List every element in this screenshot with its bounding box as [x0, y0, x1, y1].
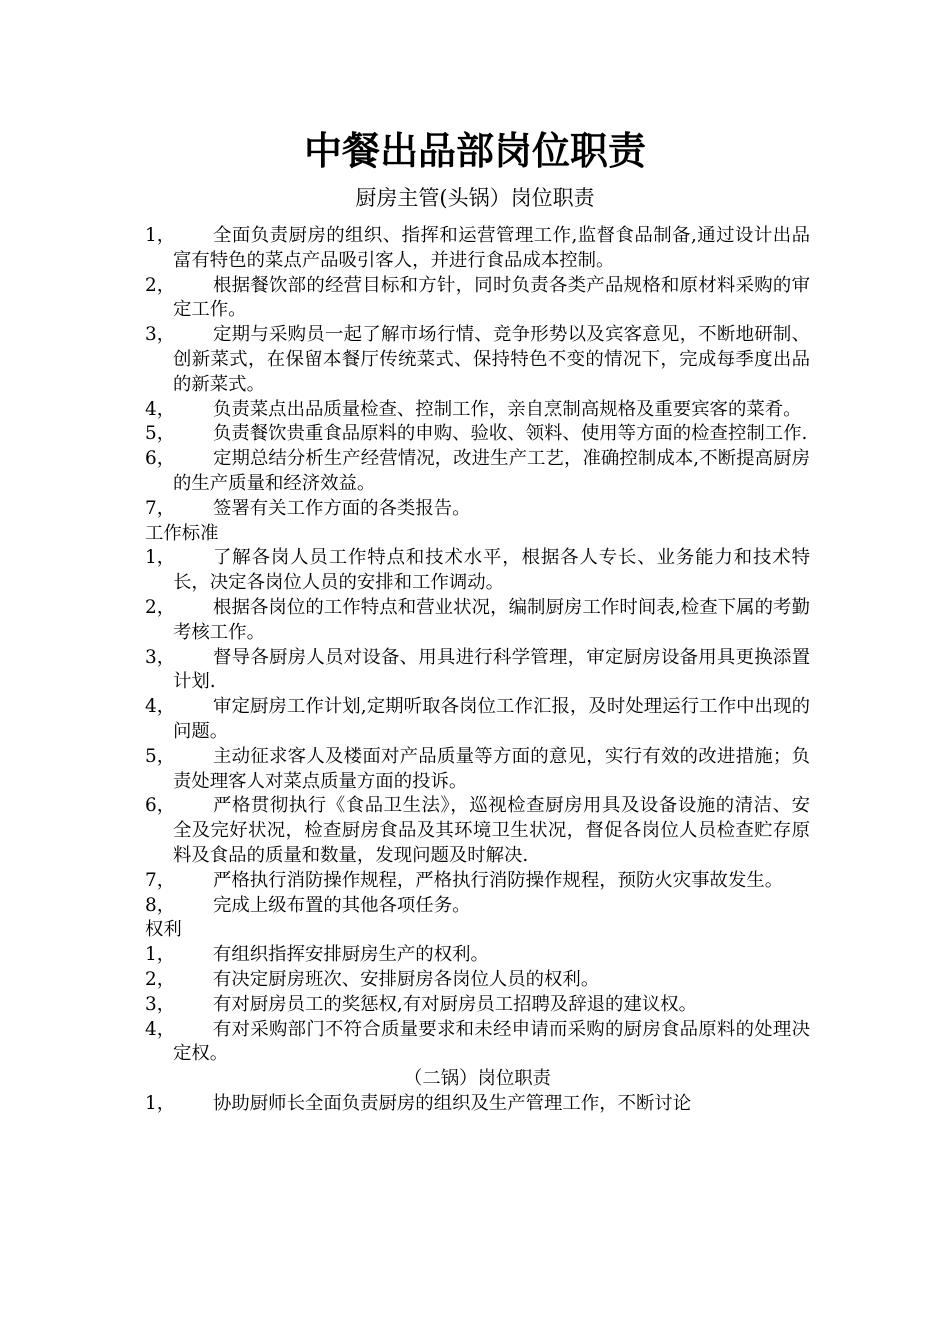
list-item [145, 497, 810, 522]
item-number: 5， [145, 423, 176, 445]
list-item [145, 943, 810, 968]
list-item [145, 447, 810, 497]
item-number: 2， [145, 274, 176, 296]
item-text: 严格贯彻执行《食品卫生法》，巡视检查厨房用具及设备设施的清洁、安全及完好状况，检查厨房食品及其环境卫生状况，督促各岗位人员检查贮存原料及食品的质量和数量，发现问题及时解决. [173, 795, 810, 866]
item-number: 4， [145, 1018, 176, 1040]
list-item [145, 1018, 810, 1068]
item-text: 负责菜点出品质量检查、控制工作，亲自烹制高规格及重要宾客的菜肴。 [213, 398, 802, 420]
list-item [145, 794, 810, 868]
list-item [145, 546, 810, 596]
item-number: 6， [145, 448, 176, 470]
list-item [145, 894, 810, 919]
item-number: 3， [145, 646, 176, 668]
item-text: 负责餐饮贵重食品原料的申购、验收、领料、使用等方面的检查控制工作. [213, 423, 808, 445]
list-item [145, 695, 810, 745]
document-title: 中餐出品部岗位职责 [303, 129, 646, 173]
item-number: 1， [145, 944, 176, 966]
item-number: 3， [145, 993, 176, 1015]
list-item [145, 398, 810, 423]
item-number: 1， [145, 1092, 176, 1114]
second-cook-heading: （二锅）岗位职责 [403, 1068, 552, 1090]
item-number: 4， [145, 696, 176, 718]
list-item [145, 596, 810, 646]
list-item [145, 745, 810, 795]
item-number: 4， [145, 398, 176, 420]
item-text: 了解各岗人员工作特点和技术水平，根据各人专长、业务能力和技术特长，决定各岗位人员的安排和工作调动。 [173, 547, 810, 594]
item-number: 1， [145, 547, 176, 569]
document-subtitle: 厨房主管(头锅）岗位职责 [355, 186, 595, 210]
item-number: 1， [145, 225, 176, 246]
item-text: 有对厨房员工的奖惩权,有对厨房员工招聘及辞退的建议权。 [213, 993, 698, 1015]
item-number: 2， [145, 968, 176, 990]
duties-list [145, 224, 810, 522]
item-number: 7， [145, 497, 176, 519]
item-text: 完成上级布置的其他各项任务。 [213, 894, 471, 916]
list-item [145, 323, 810, 397]
list-item [145, 993, 810, 1018]
item-text: 严格执行消防操作规程，严格执行消防操作规程，预防火灾事故发生。 [213, 869, 784, 891]
list-item [145, 224, 810, 274]
rights-list [145, 943, 810, 1067]
item-text: 根据各岗位的工作特点和营业状况，编制厨房工作时间表,检查下属的考勤考核工作。 [173, 596, 810, 643]
item-text: 有组织指挥安排厨房生产的权利。 [213, 944, 489, 966]
item-text: 全面负责厨房的组织、指挥和运营管理工作,监督食品制备,通过设计出品富有特色的菜点产品吸引客人，并进行食品成本控制。 [173, 225, 810, 271]
list-item [145, 274, 810, 324]
list-item [145, 869, 810, 894]
standards-list [145, 546, 810, 918]
list-item [145, 968, 810, 993]
second-cook-duties-list [145, 1092, 810, 1117]
list-item [145, 646, 810, 696]
item-text: 协助厨师长全面负责厨房的组织及生产管理工作，不断讨论 [213, 1092, 692, 1114]
item-number: 8， [145, 894, 176, 916]
item-text: 签署有关工作方面的各类报告。 [213, 497, 471, 519]
item-text: 根据餐饮部的经营目标和方针，同时负责各类产品规格和原材料采购的审定工作。 [173, 274, 810, 321]
item-number: 5， [145, 745, 176, 767]
item-text: 主动征求客人及楼面对产品质量等方面的意见，实行有效的改进措施；负责处理客人对菜点质量方面的投诉。 [173, 745, 810, 792]
item-text: 审定厨房工作计划,定期听取各岗位工作汇报，及时处理运行工作中出现的问题。 [173, 696, 810, 742]
list-item [145, 1092, 810, 1117]
item-number: 3， [145, 324, 176, 346]
document-body [145, 224, 810, 1117]
item-number: 7， [145, 869, 176, 891]
item-text: 有对采购部门不符合质量要求和未经申请而采购的厨房食品原料的处理决定权。 [173, 1018, 810, 1065]
item-number: 6， [145, 795, 176, 817]
item-text: 定期总结分析生产经营情况，改进生产工艺，准确控制成本,不断提高厨房的生产质量和经济效益。 [173, 448, 810, 494]
item-text: 有决定厨房班次、安排厨房各岗位人员的权利。 [213, 968, 600, 990]
rights-heading: 权利 [145, 919, 182, 941]
standards-heading: 工作标准 [145, 522, 219, 544]
item-text: 定期与采购员一起了解市场行情、竞争形势以及宾客意见，不断地研制、创新菜式，在保留本餐厅传统菜式、保持特色不变的情况下，完成每季度出品的新菜式。 [173, 324, 810, 395]
item-text: 督导各厨房人员对设备、用具进行科学管理，审定厨房设备用具更换添置计划. [173, 646, 810, 693]
item-number: 2， [145, 596, 176, 618]
list-item [145, 422, 810, 447]
